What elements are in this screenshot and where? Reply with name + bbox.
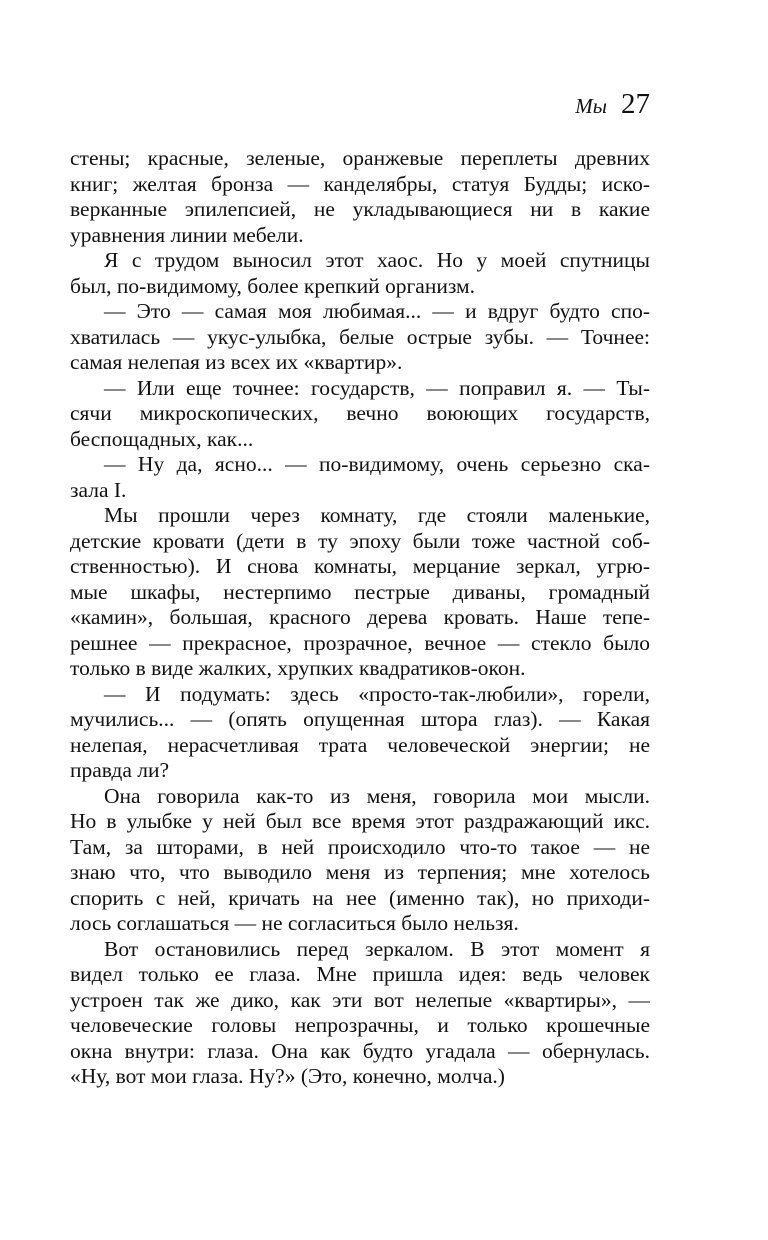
text-line: мые шкафы, нестерпимо пестрые диваны, громадный <box>70 579 650 604</box>
text-line: «Ну, вот мои глаза. Ну?» (Это, конечно, молча.) <box>70 1064 505 1088</box>
text-line: решнее — прекрасное, прозрачное, вечное — стекло было <box>70 630 650 655</box>
text-line: Вот остановились перед зеркалом. В этот момент я <box>104 936 650 961</box>
text-line: Там, за шторами, в ней происходило что-то такое — не <box>70 834 650 859</box>
paragraph <box>70 682 650 784</box>
text-line: Она говорила как-то из меня, говорила мои мысли. <box>104 783 650 808</box>
text-line: Мы прошли через комнату, где стояли маленькие, <box>104 503 650 527</box>
page-number: 27 <box>621 88 650 120</box>
text-line: только в виде жалких, хрупких квадратиков-окон. <box>70 656 526 680</box>
text-line: сячи микроскопических, вечно воюющих государств, <box>70 401 650 425</box>
text-line: зала I. <box>70 477 127 502</box>
text-line: лось соглашаться — не согласиться было нельзя. <box>70 911 519 935</box>
paragraph <box>70 376 650 453</box>
text-line: — Ну да, ясно... — по-видимому, очень серьезно ска- <box>104 452 650 476</box>
text-line: беспощадных, как... <box>70 426 254 451</box>
text-line: уравнения линии мебели. <box>70 222 304 247</box>
paragraph <box>70 452 650 503</box>
text-line: устроен так же дико, как эти вот нелепые «квартиры», — <box>70 987 650 1012</box>
paragraph <box>70 503 650 682</box>
text-line: детские кровати (дети в ту эпоху были тоже частной соб- <box>70 528 650 553</box>
text-line: знаю что, что выводило меня из терпения; мне хотелось <box>70 860 650 884</box>
paragraph <box>70 784 650 937</box>
paragraph <box>70 937 650 1090</box>
text-line: самая нелепая из всех их «квартир». <box>70 350 403 374</box>
text-line: мучились... — (опять опущенная штора глаз). — Какая <box>70 707 650 731</box>
text-line: Но в улыбке у ней был все время этот раздражающий икс. <box>70 809 650 833</box>
text-line: Я с трудом выносил этот хаос. Но у моей спутницы <box>104 248 650 272</box>
text-line: окна внутри: глаза. Она как будто угадала — обернулась. <box>70 1038 650 1063</box>
body-text <box>70 146 650 1090</box>
text-line: хватилась — укус-улыбка, белые острые зубы. — Точнее: <box>70 324 650 349</box>
text-line: видел только ее глаза. Мне пришла идея: ведь человек <box>70 962 650 986</box>
text-line: правда ли? <box>70 758 170 782</box>
paragraph <box>70 299 650 376</box>
running-title: Мы <box>575 94 607 118</box>
text-line: верканные эпилепсией, не укладывающиеся ни в какие <box>70 197 650 221</box>
text-line: спорить с ней, кричать на нее (именно так), но приходи- <box>70 885 650 910</box>
page-header <box>575 88 650 121</box>
text-line: — И подумать: здесь «просто-так-любили», горели, <box>104 681 650 706</box>
text-line: книг; желтая бронза — канделябры, статуя Будды; иско- <box>70 171 650 196</box>
text-line: человеческие головы непрозрачны, и только крошечные <box>70 1013 650 1037</box>
text-line: «камин», большая, красного дерева кровать. Наше тепе- <box>70 605 650 629</box>
text-line: был, по-видимому, более крепкий организм. <box>70 273 475 298</box>
text-line: нелепая, нерасчетливая трата человеческой энергии; не <box>70 732 650 757</box>
paragraph <box>70 146 650 248</box>
text-line: ственностью). И снова комнаты, мерцание зеркал, угрю- <box>70 554 650 578</box>
paragraph <box>70 248 650 299</box>
text-line: — Это — самая моя любимая... — и вдруг будто спо- <box>104 299 650 323</box>
text-line: стены; красные, зеленые, оранжевые переплеты древних <box>70 146 650 170</box>
text-line: — Или еще точнее: государств, — поправил я. — Ты- <box>104 375 650 400</box>
